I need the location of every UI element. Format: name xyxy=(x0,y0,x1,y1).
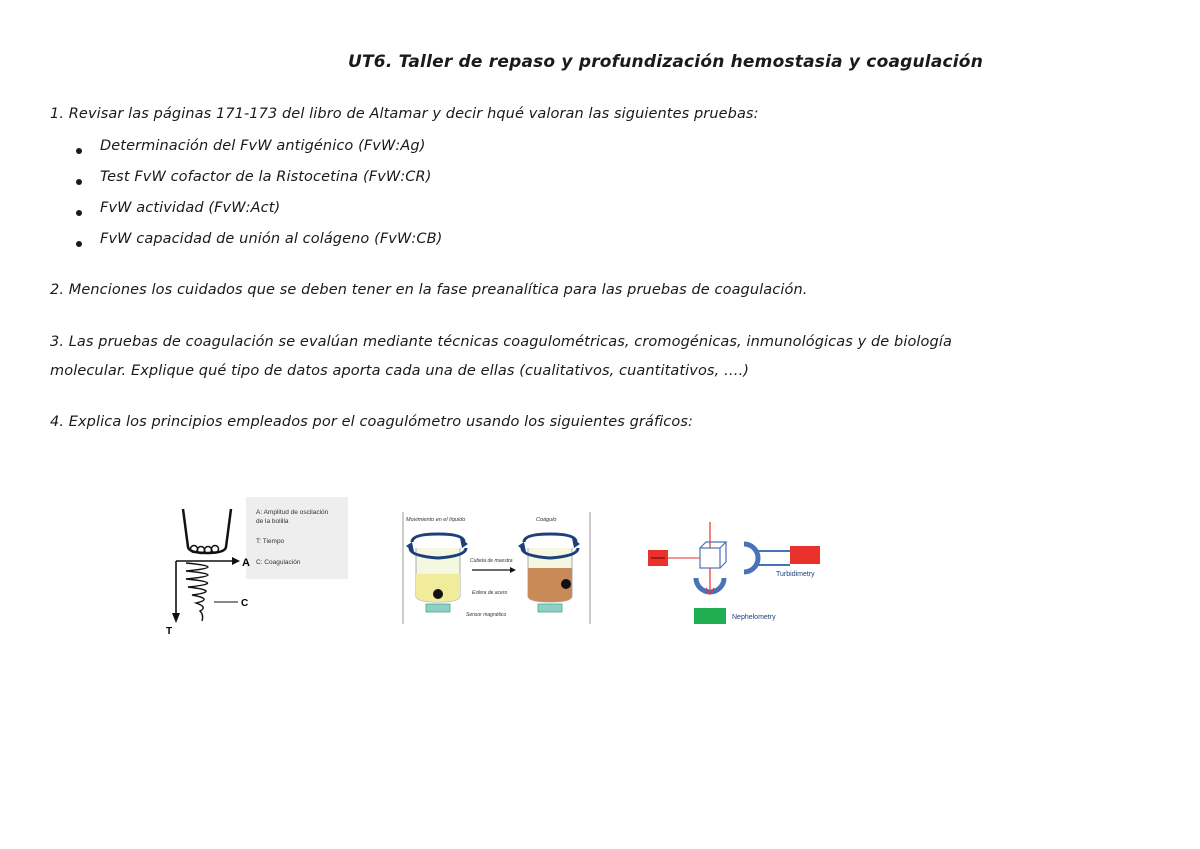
label-left-top: Movimiento en el líquido xyxy=(406,517,466,523)
rotation-arrow-icon xyxy=(412,534,464,542)
arrow-right-icon xyxy=(232,557,240,565)
legend-c: C: Coagulación xyxy=(256,559,301,566)
bullet-dot xyxy=(76,210,82,216)
oscillation-curve xyxy=(186,563,208,621)
bullet-item-1: Determinación del FvW antigénico (FvW:Ag) xyxy=(100,138,426,154)
bullet-dot xyxy=(76,241,82,247)
figure-oscillation-diagram xyxy=(162,497,348,637)
legend-a-line1: A: Amplitud de oscilación xyxy=(256,509,329,516)
bullet-item-4: FvW capacidad de unión al colágeno (FvW:CB) xyxy=(100,231,443,247)
page-title: UT6. Taller de repaso y profundización hemostasia y coagulación xyxy=(348,52,983,72)
steel-ball-icon xyxy=(433,589,443,599)
cuvette-cube-icon xyxy=(700,548,720,568)
bullet-dot xyxy=(76,179,82,185)
bullet-item-3: FvW actividad (FvW:Act) xyxy=(100,200,281,216)
label-nephelometry: Nephelometry xyxy=(732,614,776,621)
label-a: A xyxy=(242,557,250,569)
label-right-top: Coágulo xyxy=(536,517,557,523)
legend-a-line2: de la bolilla xyxy=(256,518,289,525)
question-3-line-2: molecular. Explique qué tipo de datos aporta cada una de ellas (cualitativos, cuantitativos, ….) xyxy=(50,363,750,379)
lens-icon xyxy=(744,544,758,572)
bullet-dot xyxy=(76,148,82,154)
steel-ball-icon xyxy=(561,579,571,589)
nephelometry-detector-icon xyxy=(694,608,726,624)
arrow-down-icon xyxy=(172,613,180,623)
figure-cuvette-diagram xyxy=(402,512,592,624)
arrow-right-icon xyxy=(510,567,516,573)
sensor-right xyxy=(538,604,562,612)
label-c: C xyxy=(241,598,249,609)
sensor-left xyxy=(426,604,450,612)
label-sensor: Sensor magnético xyxy=(466,612,507,618)
question-2: 2. Menciones los cuidados que se deben tener en la fase preanalítica para las pruebas de coagulación. xyxy=(50,282,808,298)
legend-t: T: Tiempo xyxy=(256,538,285,545)
bullet-item-2: Test FvW cofactor de la Ristocetina (FvW:CR) xyxy=(100,169,432,185)
label-bola: Esfera de acero xyxy=(472,590,508,596)
question-4: 4. Explica los principios empleados por el coagulómetro usando los siguientes gráficos: xyxy=(50,414,693,430)
rotation-arrow-icon xyxy=(524,534,576,542)
label-cubeta: Cubeta de muestra xyxy=(470,558,513,564)
question-1: 1. Revisar las páginas 171-173 del libro de Altamar y decir hqué valoran las siguientes pruebas: xyxy=(50,106,759,122)
label-turbidimetry: Turbidimetry xyxy=(776,571,815,578)
question-3-line-1: 3. Las pruebas de coagulación se evalúan mediante técnicas coagulométricas, cromogénicas, inmunológicas y de biología xyxy=(50,334,952,350)
label-t: T xyxy=(166,626,173,637)
figure-optical-diagram xyxy=(640,514,840,630)
turbidimetry-detector-icon xyxy=(790,546,820,564)
